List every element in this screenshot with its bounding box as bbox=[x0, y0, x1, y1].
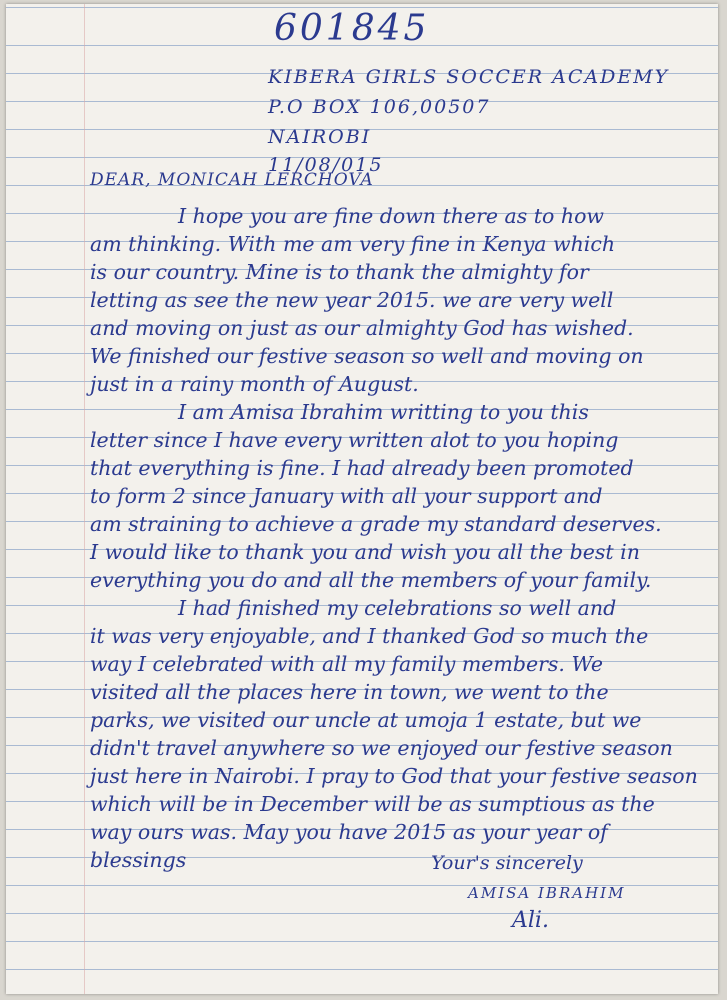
reference-number: 601845 bbox=[274, 8, 430, 49]
address-line-pobox: P.O BOX 106,00507 bbox=[268, 96, 491, 118]
body-line: visited all the places here in town, we went to the bbox=[90, 680, 609, 704]
salutation: DEAR, MONICAH LERCHOVA bbox=[90, 170, 374, 190]
body-line: letting as see the new year 2015. we are very well bbox=[90, 288, 614, 312]
body-line: everything you do and all the members of your family. bbox=[90, 568, 652, 592]
body-line: and moving on just as our almighty God has wished. bbox=[90, 316, 634, 340]
margin-line bbox=[84, 4, 85, 994]
body-line: which will be in December will be as sumptious as the bbox=[90, 792, 655, 816]
letter-page bbox=[6, 4, 718, 994]
closing: Your's sincerely bbox=[431, 852, 583, 874]
body-line: is our country. Mine is to thank the almighty for bbox=[90, 260, 589, 284]
body-line: am straining to achieve a grade my standard deserves. bbox=[90, 512, 662, 536]
signature: Ali. bbox=[512, 908, 549, 933]
address-line-city: NAIROBI bbox=[268, 126, 372, 148]
body-line: just in a rainy month of August. bbox=[90, 372, 419, 396]
letter-date: 11/08/015 bbox=[268, 154, 384, 176]
body-line: I hope you are fine down there as to how bbox=[178, 204, 604, 228]
body-line: that everything is fine. I had already been promoted bbox=[90, 456, 634, 480]
body-line: way I celebrated with all my family members. We bbox=[90, 652, 603, 676]
body-line: letter since I have every written alot to you hoping bbox=[90, 428, 619, 452]
body-line: I had finished my celebrations so well and bbox=[178, 596, 617, 620]
body-line: blessings bbox=[90, 848, 187, 872]
body-line: am thinking. With me am very fine in Kenya which bbox=[90, 232, 616, 256]
body-line: didn't travel anywhere so we enjoyed our festive season bbox=[90, 736, 673, 760]
body-line: parks, we visited our uncle at umoja 1 estate, but we bbox=[90, 708, 642, 732]
body-line: I am Amisa Ibrahim writting to you this bbox=[178, 400, 589, 424]
body-line: I would like to thank you and wish you all the best in bbox=[90, 540, 640, 564]
body-line: it was very enjoyable, and I thanked God so much the bbox=[90, 624, 649, 648]
body-line: to form 2 since January with all your support and bbox=[90, 484, 603, 508]
body-line: We finished our festive season so well and moving on bbox=[90, 344, 644, 368]
signer-name: AMISA IBRAHIM bbox=[468, 884, 626, 902]
address-line-school: KIBERA GIRLS SOCCER ACADEMY bbox=[268, 66, 670, 88]
body-line: way ours was. May you have 2015 as your year of bbox=[90, 820, 608, 844]
body-line: just here in Nairobi. I pray to God that your festive season bbox=[90, 764, 698, 788]
